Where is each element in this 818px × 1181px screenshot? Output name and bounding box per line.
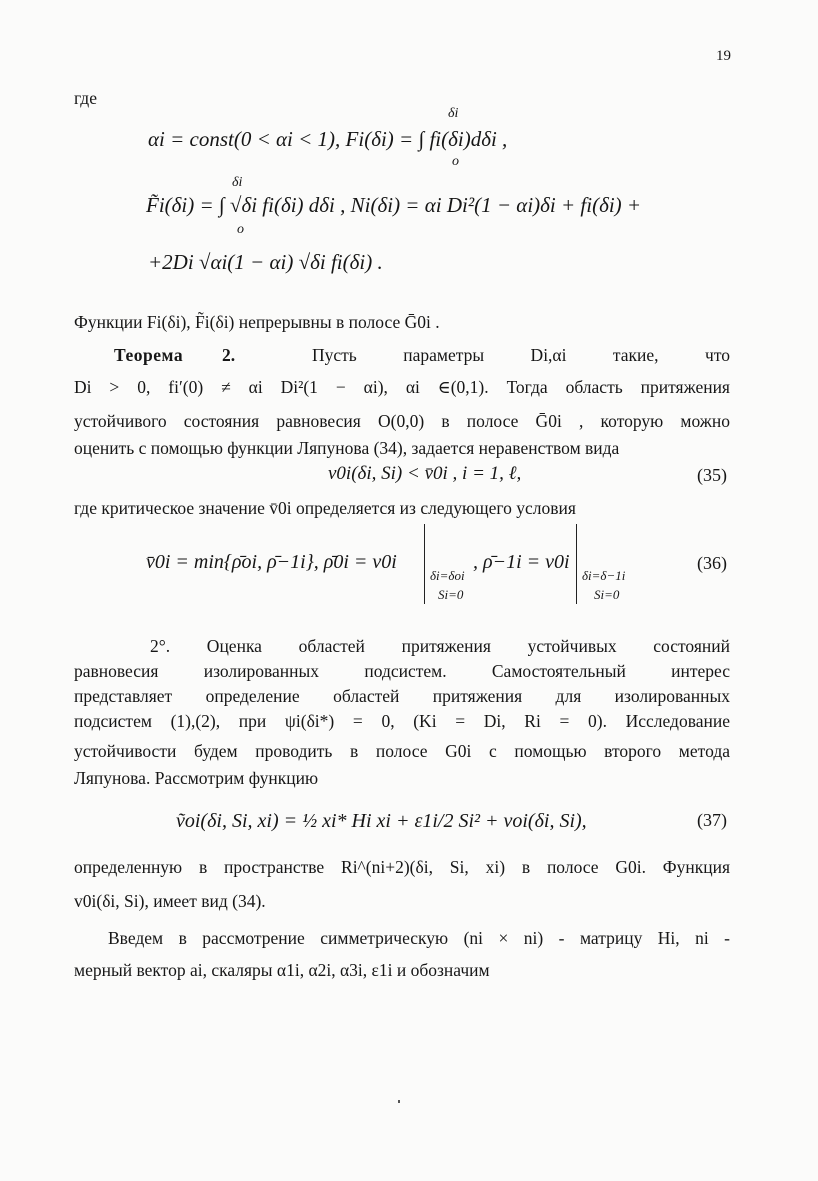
theorem-line-4: оценить с помощью функции Ляпунова (34), задается неравенством вида (74, 438, 620, 458)
integral-upper-limit-2: δi (232, 175, 243, 190)
equation-36-number: (36) (697, 553, 727, 573)
integral-lower-limit: o (452, 154, 459, 169)
definition-line-2: v0i(δi, Si), имеет вид (34). (74, 891, 266, 911)
formula-alpha-F: αi = const(0 < αi < 1), Fi(δi) = ∫ fi(δi)dδi , (148, 127, 508, 151)
equation-37: ṽoi(δi, Si, xi) = ½ xi* Hi xi + ε1i/2 Si² + voi(δi, Si), (176, 810, 587, 832)
equation-36: v̄0i = min{ρ̄oi, ρ̄−1i}, ρ̄0i = v0i (146, 551, 397, 573)
theorem-heading: Теорема (114, 345, 184, 365)
section-2-line-4: подсистем (1),(2), при ψi(δi*) = 0, (Ki = Di, Ri = 0). Исследование (74, 711, 730, 731)
section-2-line-6: Ляпунова. Рассмотрим функцию (74, 768, 319, 788)
equation-35-number: (35) (697, 465, 727, 485)
theorem-number: 2. (222, 345, 236, 365)
equation-36-middle: , ρ̄−1i = v0i (473, 551, 570, 573)
theorem-line-3: устойчивого состояния равновесия O(0,0) в полосе Ḡ0i , которую можно (74, 411, 730, 431)
evaluation-bar-2 (576, 524, 577, 604)
page-number: 19 (716, 48, 731, 64)
integral-lower-limit-2: o (237, 222, 244, 237)
theorem-line-1: Пусть параметры Di,αi такие, что (312, 345, 730, 365)
scan-speck (398, 1100, 400, 1103)
formula-Ftilde-N: F̃i(δi) = ∫ √δi fi(δi) dδi , Ni(δi) = αi Di²(1 − αi)δi + fi(δi) + (146, 193, 642, 217)
integral-upper-limit: δi (448, 106, 459, 121)
eq36-subscript-1b: Si=0 (438, 587, 464, 602)
intro-line-1: Введем в рассмотрение симметрическую (ni × ni) - матрицу Hi, ni - (108, 928, 730, 948)
eq36-subscript-1a: δi=δoi (430, 568, 465, 583)
evaluation-bar-1 (424, 524, 425, 604)
equation-37-number: (37) (697, 810, 727, 830)
section-2-line-2: равновесия изолированных подсистем. Самостоятельный интерес (74, 661, 730, 681)
critical-value-line: где критическое значение v̄0i определяется из следующего условия (74, 498, 576, 518)
functions-continuity-line: Функции Fi(δi), F̃i(δi) непрерывны в полосе Ḡ0i . (74, 312, 440, 332)
word-gde: где (74, 88, 97, 108)
equation-35: v0i(δi, Si) < v̄0i , i = 1, ℓ, (328, 463, 522, 484)
theorem-line-2: Di > 0, fi′(0) ≠ αi Di²(1 − αi), αi ∈(0,1). Тогда область притяжения (74, 377, 730, 397)
formula-N-continued: +2Di √αi(1 − αi) √δi fi(δi) . (148, 250, 383, 274)
section-2-line-5: устойчивости будем проводить в полосе G0i с помощью второго метода (74, 741, 730, 761)
definition-line-1: определенную в пространстве Ri^(ni+2)(δi, Si, xi) в полосе G0i. Функция (74, 857, 730, 877)
intro-line-2: мерный вектор ai, скаляры α1i, α2i, α3i, ε1i и обозначим (74, 960, 490, 980)
section-2-line-1: 2°. Оценка областей притяжения устойчивых состояний (150, 636, 730, 656)
eq36-subscript-2b: Si=0 (594, 587, 620, 602)
section-2-line-3: представляет определение областей притяжения для изолированных (74, 686, 730, 706)
eq36-subscript-2a: δi=δ−1i (582, 568, 626, 583)
